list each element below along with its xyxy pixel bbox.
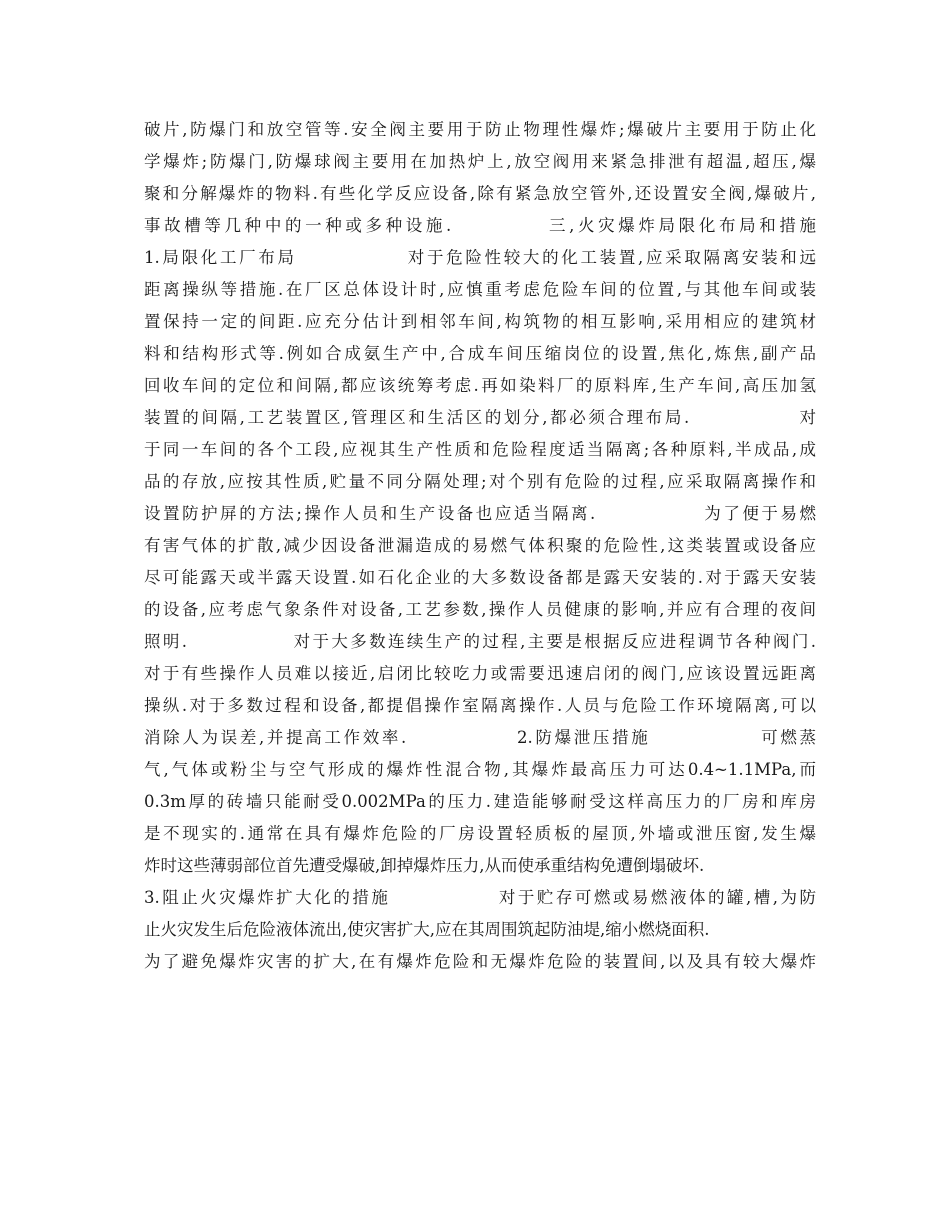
text-line: 尽可能露天或半露天设置.如石化企业的大多数设备都是露天安装的.对于露天安装 xyxy=(144,568,816,587)
text-line: 照明. 对于大多数连续生产的过程,主要是根据反应进程调节各种阀门. xyxy=(144,632,816,651)
text-line: 回收车间的定位和间隔,都应该统筹考虑.再如染料厂的原料库,生产车间,高压加氢 xyxy=(144,376,816,395)
text-line: 聚和分解爆炸的物料.有些化学反应设备,除有紧急放空管外,还设置安全阀,爆破片, xyxy=(144,184,816,203)
text-line: 装置的间隔,工艺装置区,管理区和生活区的划分,都必须合理布局. 对 xyxy=(144,408,816,427)
text-line: 0.3m厚的砖墙只能耐受0.002MPa的压力.建造能够耐受这样高压力的厂房和库房 xyxy=(144,792,816,811)
text-line: 破片,防爆门和放空管等.安全阀主要用于防止物理性爆炸;爆破片主要用于防止化 xyxy=(144,120,816,139)
text-line: 是不现实的.通常在具有爆炸危险的厂房设置轻质板的屋顶,外墙或泄压窗,发生爆 xyxy=(144,824,816,843)
text-line: 的设备,应考虑气象条件对设备,工艺参数,操作人员健康的影响,并应有合理的夜间 xyxy=(144,600,816,619)
text-line: 气,气体或粉尘与空气形成的爆炸性混合物,其爆炸最高压力可达0.4~1.1MPa,而 xyxy=(144,760,816,779)
text-line: 距离操纵等措施.在厂区总体设计时,应慎重考虑危险车间的位置,与其他车间或装 xyxy=(144,280,816,299)
text-line: 于同一车间的各个工段,应视其生产性质和危险程度适当隔离;各种原料,半成品,成 xyxy=(144,440,816,459)
text-line: 止火灾发生后危险液体流出,使灾害扩大,应在其周围筑起防油堤,缩小燃烧面积. xyxy=(144,920,710,939)
text-line: 3.阻止火灾爆炸扩大化的措施 对于贮存可燃或易燃液体的罐,槽,为防 xyxy=(144,888,816,907)
text-line: 操纵.对于多数过程和设备,都提倡操作室隔离操作.人员与危险工作环境隔离,可以 xyxy=(144,696,816,715)
text-line: 炸时这些薄弱部位首先遭受爆破,卸掉爆炸压力,从而使承重结构免遭倒塌破坏. xyxy=(144,856,705,875)
text-line: 设置防护屏的方法;操作人员和生产设备也应适当隔离. 为了便于易燃 xyxy=(144,504,816,523)
text-line: 品的存放,应按其性质,贮量不同分隔处理;对个别有危险的过程,应采取隔离操作和 xyxy=(144,472,816,491)
text-line: 为了避免爆炸灾害的扩大,在有爆炸危险和无爆炸危险的装置间,以及具有较大爆炸 xyxy=(144,952,816,971)
text-line: 料和结构形式等.例如合成氨生产中,合成车间压缩岗位的设置,焦化,炼焦,副产品 xyxy=(144,344,816,363)
text-line: 对于有些操作人员难以接近,启闭比较吃力或需要迅速启闭的阀门,应该设置远距离 xyxy=(144,664,816,683)
text-line: 学爆炸;防爆门,防爆球阀主要用在加热炉上,放空阀用来紧急排泄有超温,超压,爆 xyxy=(144,152,816,171)
text-line: 置保持一定的间距.应充分估计到相邻车间,构筑物的相互影响,采用相应的建筑材 xyxy=(144,312,816,331)
text-line: 有害气体的扩散,减少因设备泄漏造成的易燃气体积聚的危险性,这类装置或设备应 xyxy=(144,536,816,555)
body-text xyxy=(144,114,816,978)
text-line: 事故槽等几种中的一种或多种设施. 三,火灾爆炸局限化布局和措施 xyxy=(144,216,816,235)
text-line: 1.局限化工厂布局 对于危险性较大的化工装置,应采取隔离安装和远 xyxy=(144,248,816,267)
text-line: 消除人为误差,并提高工作效率. 2.防爆泄压措施 可燃蒸 xyxy=(144,728,816,747)
